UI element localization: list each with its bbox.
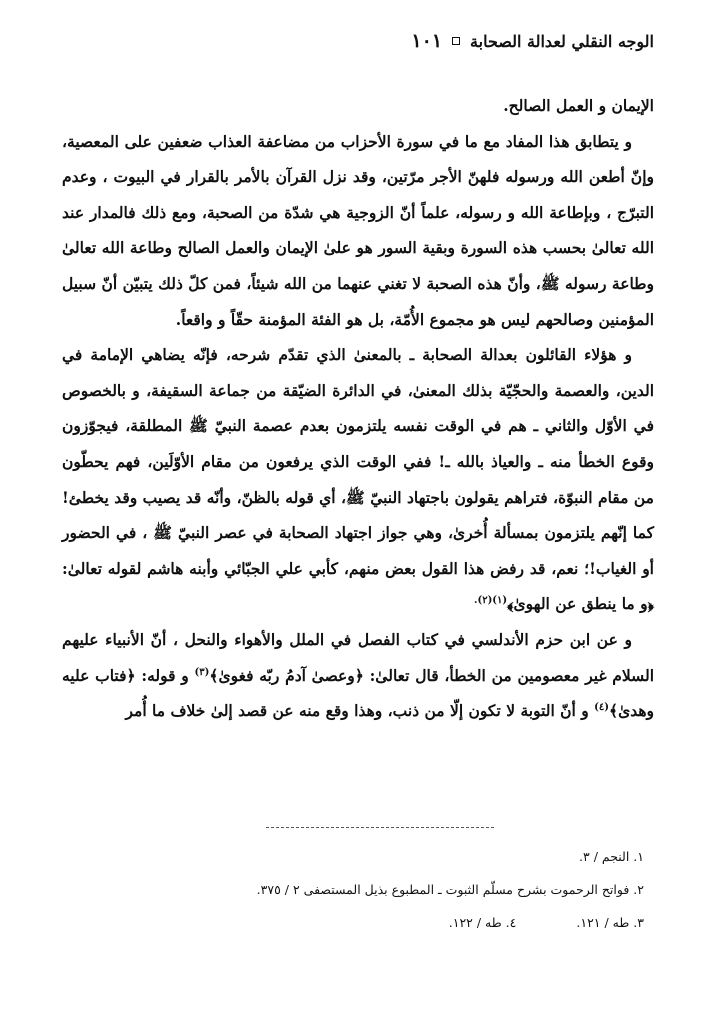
footnote-1: ١. النجم / ٣. <box>579 849 644 864</box>
paragraph-3 <box>62 337 654 622</box>
paragraph-3-text: و هؤلاء القائلون بعدالة الصحابة ـ بالمعنىٰ الذي تقدّم شرحه، فإنّه يضاهي الإمامة في الدين، والعصمة والحجّيّة بذلك المعنىٰ، في الدائرة الضيّقة من جماعة السقيفة، و بالخصوص في الأوّل والثاني ـ هم في الوقت نفسه يلتزمون بعدم عصمة النبيّ ﷺ المطلقة، فيجوّزون وقوع الخطأ منه ـ والعياذ بالله ـ! ففي الوقت الذي يرفعون من مقام الأوّلَين، فهم يحطّون من مقام النبوّة، فتراهم يقولون باجتهاد النبيّ ﷺ، أي قوله بالظنّ، وأنّه قد يصيب وقد يخطئ!كما إنّهم يلتزمون بمسألة أُخرىٰ، وهي جواز اجتهاد الصحابة في عصر النبيّ ﷺ ، في الحضور أو الغياب!؛ نعم، قد رفض هذا القول بعض منهم، كأبي علي الجبّائي وأبنه هاشم لقوله تعالىٰ: ﴿و ما ينطق عن الهوىٰ﴾ <box>62 345 655 614</box>
footnotes <box>72 840 644 939</box>
footnote-ref-1-2[interactable]: (١)(٢). <box>473 595 508 607</box>
footnote-4: ٤. طه / ١٢٢. <box>448 915 517 930</box>
paragraph-4-text-c: و أنّ التوبة لا تكون إلّا من ذنب، وهذا وقع منه عن قصد إلىٰ خلاف ما أُمر <box>125 701 595 721</box>
paragraph-4-text-a: و عن ابن حزم الأندلسي في كتاب الفصل في الملل والأهواء والنحل ، أنّ الأنبياء عليهم السلام غير معصومين من الخطأ، قال تعالىٰ: ﴿وعصىٰ آدمُ ربّه فغوىٰ﴾ <box>62 629 654 685</box>
footnote-3: ٣. طه / ١٢١. <box>576 915 644 930</box>
footnote-divider <box>266 827 494 828</box>
footnote-2: ٢. فواتح الرحموت بشرح مسلّم الثبوت ـ المطبوع بذيل المستصفى ٢ / ٣٧٥. <box>256 882 644 897</box>
running-header <box>62 28 654 54</box>
footnote-row-3-4 <box>72 906 644 939</box>
footnote-ref-3[interactable]: (٣) <box>194 666 210 678</box>
paragraph-2: و يتطابق هذا المفاد مع ما في سورة الأحزاب من مضاعفة العذاب ضعفين على المعصية، وإنّ أطعن الله ورسوله فلهنّ الأجر مرّتين، وقد نزل القرآن بالأمر بالقرار في البيوت ، وعدم التبرّج ، وبإطاعة الله و رسوله، علماً أنّ الزوجية هي شدّة من الصحبة، ومع ذلك فالمدار عند الله تعالىٰ بحسب هذه السورة وبقية السور هو علىٰ الإيمان والعمل الصالح وطاعة الله تعالىٰ وطاعة رسوله ﷺ، وأنّ هذه الصحبة لا تغني عنهما من الله شيئاً، فمن كلّ ذلك يتبيّن أنّ سبيل المؤمنين وصالحهم ليس هو مجموع الأُمّة، بل هو الفئة المؤمنة حقّاً و واقعاً. <box>62 131 654 329</box>
paragraph-1: الإيمان و العمل الصالح. <box>503 96 654 115</box>
header-separator-square <box>452 37 460 45</box>
page-number: ١٠١ <box>411 30 443 52</box>
paragraph-4-text-b: و قوله: ﴿فتاب عليه وهدىٰ﴾ <box>62 665 654 721</box>
footnote-ref-4[interactable]: (٤) <box>594 701 609 713</box>
header-title: الوجه النقلي لعدالة الصحابة <box>470 31 654 51</box>
paragraph-4 <box>62 622 654 729</box>
main-text <box>62 88 654 729</box>
